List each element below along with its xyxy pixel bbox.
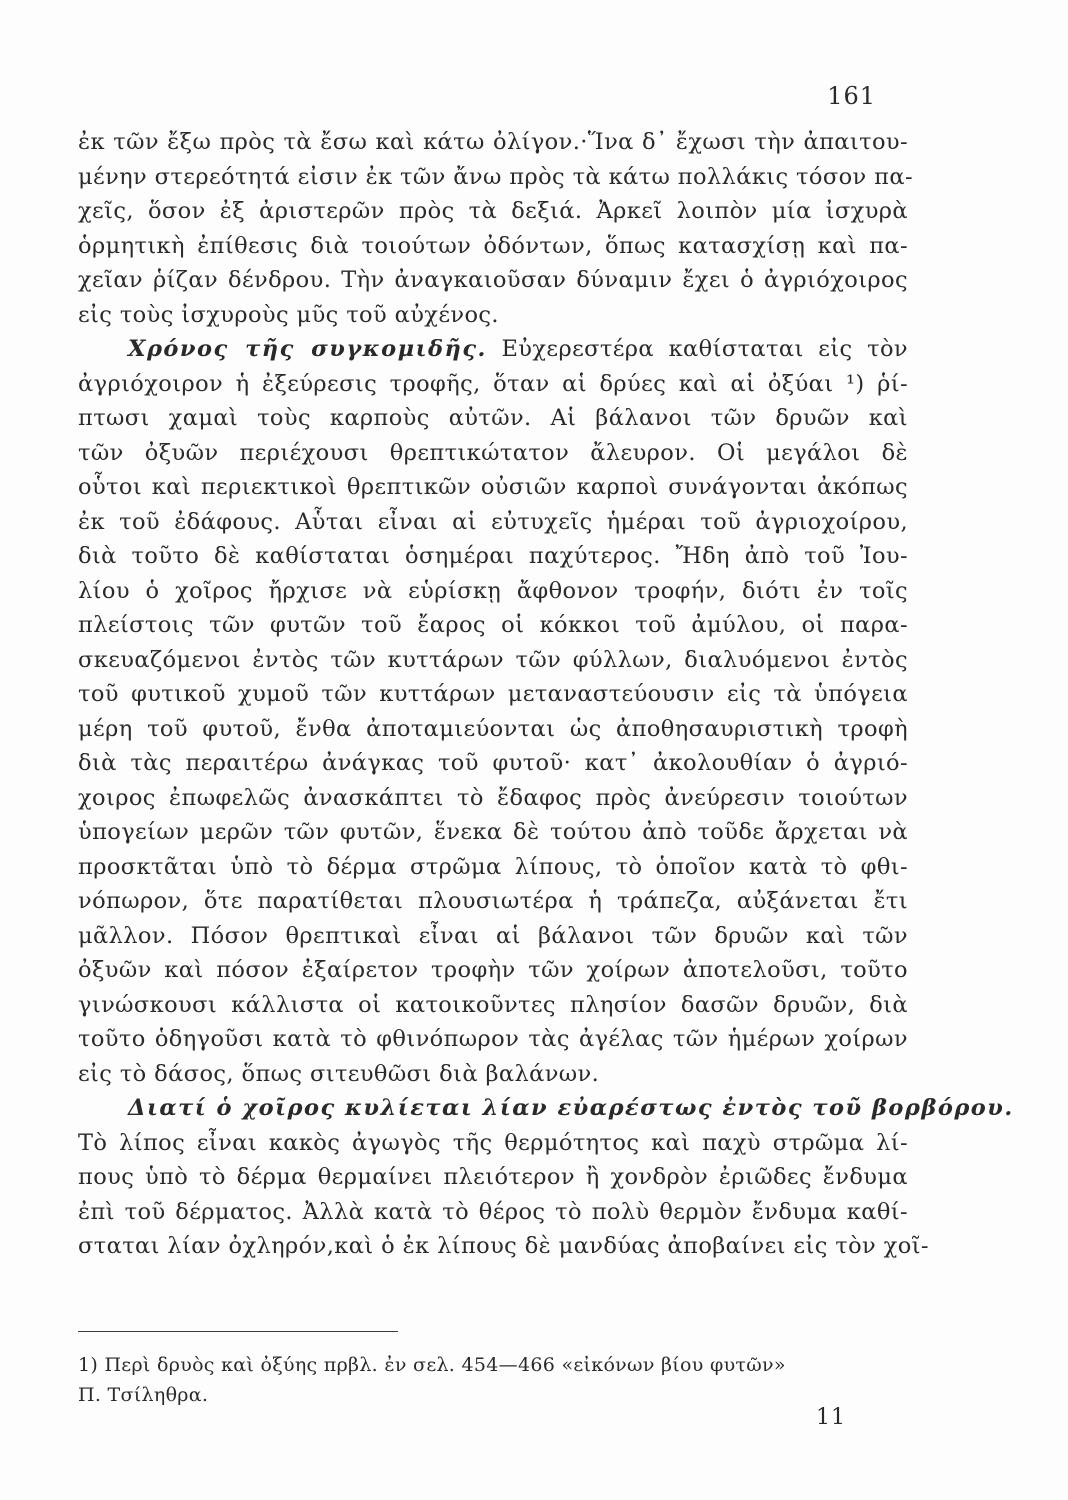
text-line: διὰ τὰς περαιτέρω ἀνάγκας τοῦ φυτοῦ· κατ᾿ ἀκολουθίαν ὁ ἀγριό- — [78, 750, 908, 776]
text-line: ἀγριόχοιρον ἡ ἐξεύρεσις τροφῆς, ὅταν αἱ δρύες καὶ αἱ ὀξύαι ¹) ῥί- — [78, 370, 908, 397]
text-line: τῶν ὀξυῶν περιέχουσι θρεπτικώτατον ἄλευρον. Οἱ μεγάλοι δὲ — [78, 439, 908, 466]
text-line: μᾶλλον. Πόσον θρεπτικαὶ εἶναι αἱ βάλανοι τῶν δρυῶν καὶ τῶν — [78, 922, 908, 949]
section-heading-mud-rolling: Διατί ὁ χοῖρος κυλίεται λίαν εὐαρέστως ἐντὸς τοῦ βορβόρου. — [128, 1095, 1014, 1121]
section-heading-line — [78, 332, 908, 367]
text-line: ἐκ τῶν ἔξω πρὸς τὰ ἔσω καὶ κάτω ὀλίγον.·Ἵνα δ᾿ ἔχωσι τὴν ἀπαιτου- — [78, 129, 908, 155]
page-number: 161 — [827, 82, 876, 110]
text-line: τοῦ φυτικοῦ χυμοῦ τῶν κυττάρων μεταναστεύουσιν εἰς τὰ ὑπόγεια — [78, 681, 908, 707]
signature-mark: 11 — [816, 1405, 846, 1430]
footnote-line: 1) Περὶ δρυὸς καὶ ὀξύης πρβλ. ἐν σελ. 454—466 «εἰκόνων βίου φυτῶν» — [78, 1354, 786, 1376]
text-line: ἐκ τοῦ ἐδάφους. Αὗται εἶναι αἱ εὐτυχεῖς ἡμέραι τοῦ ἀγριοχοίρου, — [78, 508, 908, 535]
text-line: χεῖαν ῥίζαν δένδρου. Τὴν ἀναγκαιοῦσαν δύναμιν ἔχει ὁ ἀγριόχοιρος — [78, 267, 908, 293]
text-line: χεῖς, ὅσον ἐξ ἀριστερῶν πρὸς τὰ δεξιά. Ἀρκεῖ λοιπὸν μία ἰσχυρὰ — [78, 198, 908, 224]
body-text — [78, 125, 1014, 1264]
text-line: γινώσκουσι κάλλιστα οἱ κατοικοῦντες πλησίον δασῶν δρυῶν, διὰ — [78, 991, 908, 1018]
text-line: εἰς τὸ δάσος, ὅπως σιτευθῶσι διὰ βαλάνων. — [78, 1060, 600, 1087]
footnote-line: Π. Τσίληθρα. — [78, 1384, 209, 1406]
text-line: μένην στερεότητά εἰσιν ἐκ τῶν ἄνω πρὸς τὰ κάτω πολλάκις τόσον πα- — [78, 163, 913, 190]
text-line: εἰς τοὺς ἰσχυροὺς μῦς τοῦ αὐχένος. — [78, 301, 499, 328]
footnote-divider — [78, 1331, 398, 1332]
text-line: προσκτᾶται ὑπὸ τὸ δέρμα στρῶμα λίπους, τὸ ὁποῖον κατὰ τὸ φθι- — [78, 853, 908, 880]
text-line: σταται λίαν ὀχληρόν,καὶ ὁ ἐκ λίπους δὲ μανδύας ἀποβαίνει εἰς τὸν χοῖ- — [78, 1233, 929, 1259]
text-line: διὰ τοῦτο δὲ καθίσταται ὁσημέραι παχύτερος. Ἤδη ἀπὸ τοῦ Ἰου- — [78, 543, 908, 569]
text-line: ἐπὶ τοῦ δέρματος. Ἀλλὰ κατὰ τὸ θέρος τὸ πολὺ θερμὸν ἔνδυμα καθί- — [78, 1198, 908, 1225]
text-line: οὗτοι καὶ περιεκτικοὶ θρεπτικῶν οὐσιῶν καρποὶ συνάγονται ἀκόπως — [78, 474, 908, 500]
text-line: μέρη τοῦ φυτοῦ, ἔνθα ἀποταμιεύονται ὡς ἀποθησαυριστικὴ τροφὴ — [78, 715, 908, 742]
text-line: χοιρος ἐπωφελῶς ἀνασκάπτει τὸ ἔδαφος πρὸς ἀνεύρεσιν τοιούτων — [78, 784, 908, 811]
section-heading-line — [78, 1091, 1014, 1126]
text-line: πους ὑπὸ τὸ δέρμα θερμαίνει πλειότερον ἢ χονδρὸν ἐριῶδες ἔνδυμα — [78, 1164, 908, 1190]
text-line: ὁρμητικὴ ἐπίθεσις διὰ τοιούτων ὀδόντων, ὅπως κατασχίσῃ καὶ πα- — [78, 232, 908, 259]
text-line: Τὸ λίπος εἶναι κακὸς ἀγωγὸς τῆς θερμότητος καὶ παχὺ στρῶμα λί- — [78, 1129, 908, 1156]
text-line: σκευαζόμενοι ἐντὸς τῶν κυττάρων τῶν φύλλων, διαλυόμενοι ἐντὸς — [78, 646, 908, 673]
text-fragment: Εὐχερεστέρα καθίσταται εἰς τὸν — [501, 336, 908, 362]
text-line: λίου ὁ χοῖρος ἤρχισε νὰ εὑρίσκῃ ἄφθονον τροφήν, διότι ἐν τοῖς — [78, 577, 908, 604]
text-line: ὑπογείων μερῶν τῶν φυτῶν, ἕνεκα δὲ τούτου ἀπὸ τοῦδε ἄρχεται νὰ — [78, 819, 908, 845]
text-line: νόπωρον, ὅτε παρατίθεται πλουσιωτέρα ἡ τράπεζα, αὐξάνεται ἔτι — [78, 888, 908, 914]
text-line: τοῦτο ὁδηγοῦσι κατὰ τὸ φθινόπωρον τὰς ἀγέλας τῶν ἡμέρων χοίρων — [78, 1026, 908, 1052]
text-line: πλείστοις τῶν φυτῶν τοῦ ἔαρος οἱ κόκκοι τοῦ ἀμύλου, οἱ παρα- — [78, 612, 908, 638]
text-line: ὀξυῶν καὶ πόσον ἐξαίρετον τροφὴν τῶν χοίρων ἀποτελοῦσι, τοῦτο — [78, 957, 908, 983]
section-heading-harvest-time: Χρόνος τῆς συγκομιδῆς. — [128, 336, 487, 362]
text-line: πτωσι χαμαὶ τοὺς καρποὺς αὐτῶν. Αἱ βάλανοι τῶν δρυῶν καὶ — [78, 405, 908, 431]
footnotes — [78, 1350, 908, 1410]
